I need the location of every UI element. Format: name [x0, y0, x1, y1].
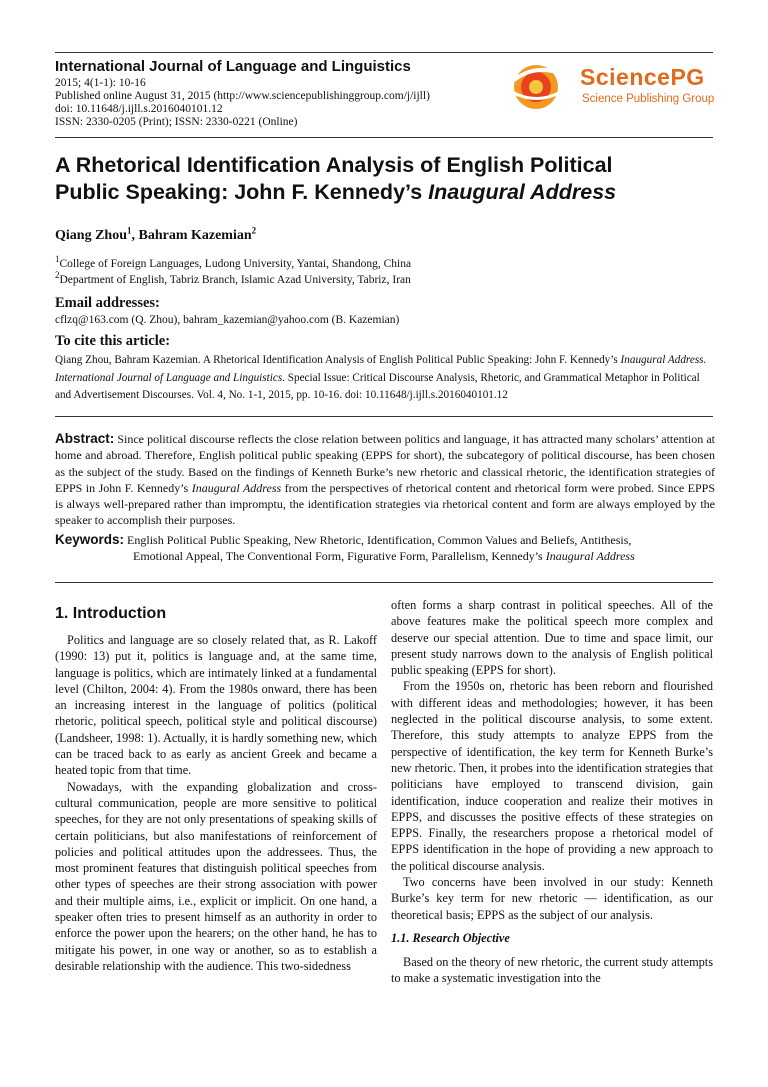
journal-title: International Journal of Language and Linguistics: [55, 58, 411, 75]
body-paragraph: Politics and language are so closely related that, as R. Lakoff (1990: 13) put it, politics is language and, at the same time, language is politics, which are intimately linked at a fundamental level (Chilton, 2004: 4). From the 1980s onward, there has been an increasing interest in the language of politics (political rhetoric, political speech, political style and political discourse) (Landsheer, 1998: 1). Actually, it is hardly something new, which can be traced back to as early as ancient Greek and became a heated topic from that time.: [55, 633, 377, 778]
publisher-logo: [508, 60, 718, 112]
email-heading: Email addresses:: [55, 295, 160, 311]
title-line-2: Public Speaking: John F. Kennedy’s Inaugural Address: [55, 180, 617, 204]
citation-text: Qiang Zhou, Bahram Kazemian. A Rhetorical Identification Analysis of English Political Public Speaking: John F. Kennedy’s Inaugural Address. International Journal of Language and Linguistics. Special Issue: Critical Discourse Analysis, Rhetoric, and Grammatical Metaphor in Political and Advertisement Discourses. Vol. 4, No. 1-1, 2015, pp. 10-16. doi: 10.11648/j.ijll.s.2016040101.12: [55, 354, 707, 401]
header-bottom-rule: [55, 137, 713, 138]
email-addresses: cflzq@163.com (Q. Zhou), bahram_kazemian@yahoo.com (B. Kazemian): [55, 314, 400, 326]
body-paragraph: Nowadays, with the expanding globalization and cross-cultural communication, people are more sensitive to political speeches, for they are not only presentations of speaking skills of certain politicians, but also manifestations of reinforcement of policies and political attitudes upon the addressees. Thus, the most prominent features that distinguish political speeches from other types of speeches are their strong association with power and their multiple aims, i.e., explicit or implicit. On one hand, a speaker often tries to present himself as an authority in order to enforce the power upon the hearers; on the other hand, he has to mitigate his power, in one way or another, so as to establish a desirable relationship with the audience. This two-sidedness: [55, 779, 377, 973]
body-paragraph: Based on the theory of new rhetoric, the current study attempts to make a systematic investigation into the: [391, 954, 713, 986]
affiliation-2: $^2$Department of English, Tabriz Branch, Islamic Azad University, Tabriz, Iran: [55, 270, 411, 286]
cite-bottom-rule: [55, 416, 713, 417]
section-1-title: 1. Introduction: [55, 605, 167, 622]
affiliation-1: $^1$College of Foreign Languages, Ludong University, Yantai, Shandong, China: [55, 254, 412, 270]
volume-line: 2015; 4(1-1): 10-16: [55, 77, 146, 89]
body-paragraph: often forms a sharp contrast in political speeches. All of the above features make the political speech more complex and deserve our special attention. Due to time and space limit, our present study narrows down to the analysis of English political public speaking (EPPS for short).: [391, 598, 713, 678]
published-line: Published online August 31, 2015 (http://www.sciencepublishinggroup.com/j/ijll): [55, 90, 430, 102]
doi-line: doi: 10.11648/j.ijll.s.2016040101.12: [55, 103, 223, 115]
paper-title: [55, 152, 705, 206]
author-2: Bahram Kazemian: [138, 228, 252, 243]
keywords: [55, 532, 715, 565]
title-italic: Inaugural Address: [428, 180, 617, 204]
sciencepg-logo-icon: [508, 60, 570, 112]
subsection-title: 1.1. Research Objective: [391, 930, 510, 945]
author-list: Qiang Zhou$^1$, Bahram Kazemian$^2$: [55, 225, 257, 243]
body-right-column: [391, 597, 713, 987]
abstract: Abstract: Since political discourse reflects the close relation between politics and language, it has attracted many scholars’ attention at home and abroad. Therefore, English political public speaking (EPPS for short), the subcategory of political discourse, has been chosen as the subject of the study. Based on the findings of Kenneth Burke’s new rhetoric and classical rhetoric, the identification strategies of EPPS in John F. Kennedy’s Inaugural Address from the perspectives of rhetorical content and rhetorical form were probed. Since EPPS is always well-prepared rather than impromptu, the identification strategies via rhetorical content and form are always employed by the speaker to accomplish their purposes.: [55, 431, 716, 528]
keywords-line-2: Emotional Appeal, The Conventional Form, Figurative Form, Parallelism, Kennedy’s Inaugural Address: [133, 549, 635, 564]
body-left-column: [55, 605, 377, 974]
logo-wordmark: SciencePG: [580, 64, 705, 90]
body-paragraph: From the 1950s on, rhetoric has been reborn and flourished with different ideas and methodologies; however, it has been neglected in the political discourse analysis, to some extent. Therefore, this study attempts to analyze EPPS from the perspective of identification, the key term for Kenneth Burke’s new rhetoric. Then, it probes into the identification strategies that politicians have employed to transcend division, gain identification, induce cooperation and realize their motives in EPPS, and discusses the positive effects of these strategies on EPPS. Finally, the researchers propose a rhetorical model of EPPS identification in the hope of providing a new approach to the political discourse analysis.: [391, 679, 713, 873]
abstract-label: Abstract:: [55, 431, 115, 446]
body-paragraph: Two concerns have been involved in our study: Kenneth Burke’s key term for new rhetoric — identification, as our theoretical basis; EPPS as the subject of our analysis.: [391, 875, 713, 922]
cite-heading: To cite this article:: [55, 333, 171, 349]
keywords-label: Keywords:: [55, 532, 125, 547]
logo-tagline: Science Publishing Group: [582, 93, 715, 105]
author-1: Qiang Zhou: [55, 228, 127, 243]
top-rule: [55, 52, 713, 53]
keywords-line-1: English Political Public Speaking, New Rhetoric, Identification, Common Values and Beliefs, Antithesis,: [127, 533, 632, 547]
title-line-1: A Rhetorical Identification Analysis of English Political: [55, 153, 613, 177]
keywords-bottom-rule: [55, 582, 713, 583]
issn-line: ISSN: 2330-0205 (Print); ISSN: 2330-0221 (Online): [55, 116, 298, 128]
